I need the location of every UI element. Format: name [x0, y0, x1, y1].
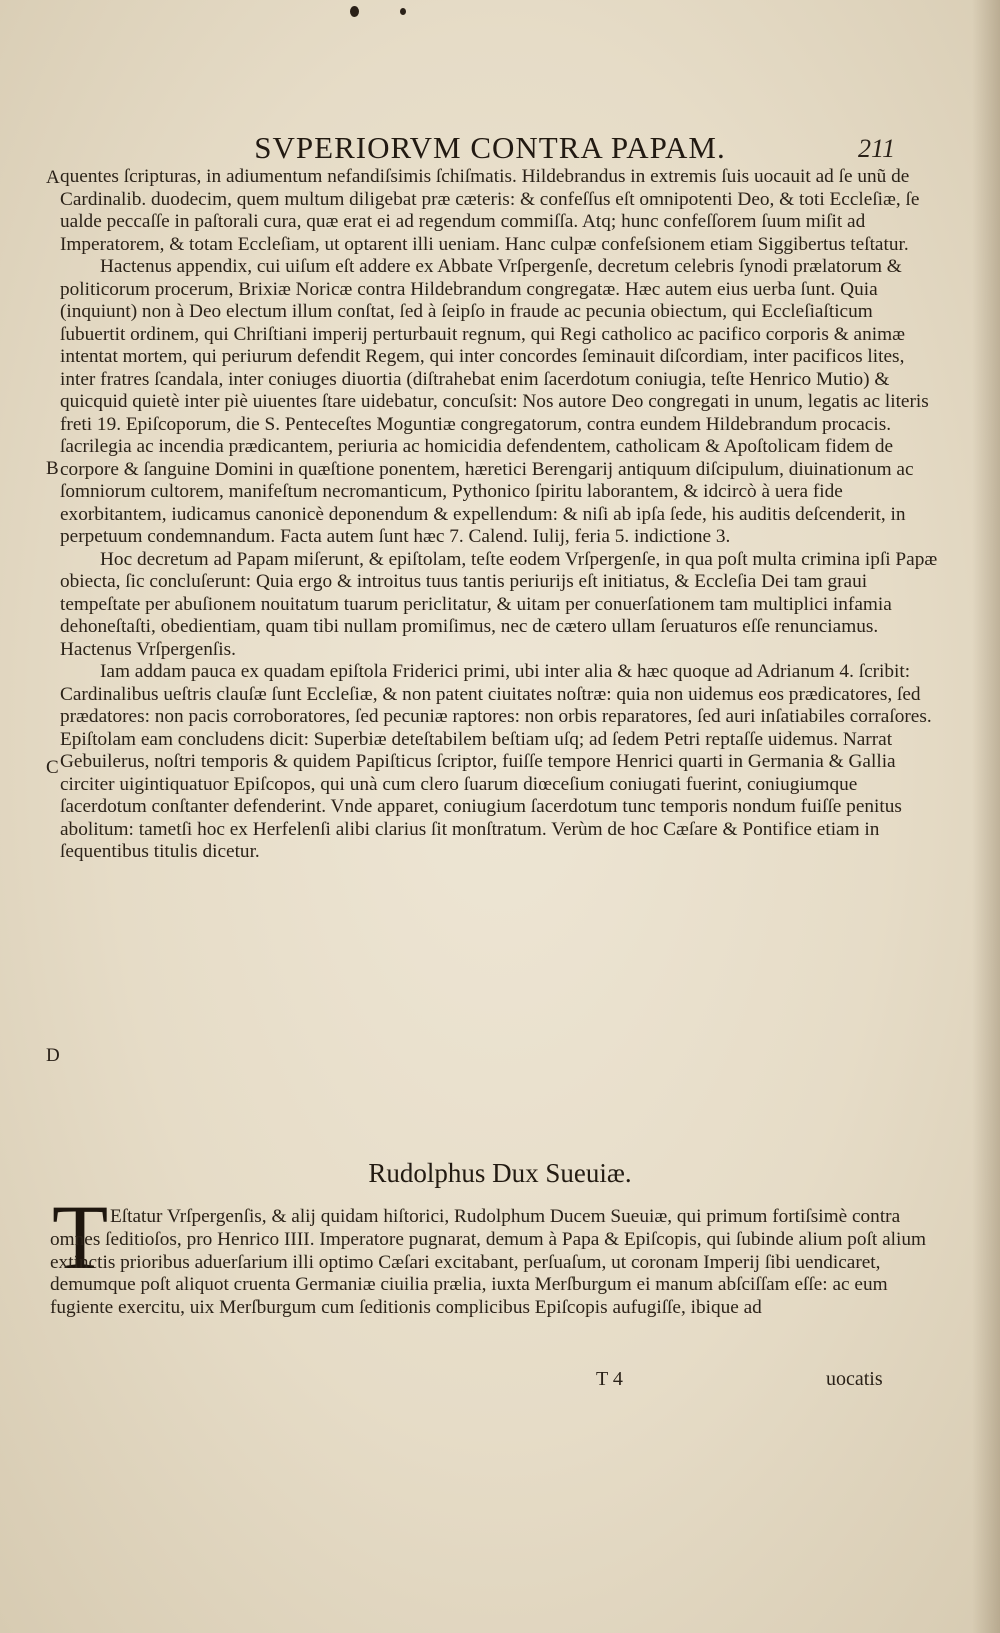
ink-spot — [350, 6, 359, 17]
margin-letter-a: A — [46, 167, 60, 188]
running-title: SVPERIORVM CONTRA PAPAM. — [254, 130, 726, 165]
section-paragraph: Eſtatur Vrſpergenſis, & alij quidam hiſtorici, Rudolphum Ducem Sueuiæ, qui primum fortiſsimè contra omnes ſeditioſos, pro Henrico IIII. Imperatore pugnarat, demum à Papa & Epiſcopis, qui ſubinde alium poſt alium extinctis prioribus aduerſarium illi optimo Cæſari excitabant, perſuaſum, ut coronam Imperij ſibi uendicaret, demumque poſt aliquot cruenta Germaniæ ciuilia prælia, iuxta Merſburgum ei manum abſciſſam eſſe: ac eum fugiente exercitu, uix Merſburgum cum ſeditionis complicibus Epiſcopis aufugiſſe, ibique ad — [50, 1206, 927, 1319]
margin-letter-c: C — [46, 757, 59, 778]
catchword: uocatis — [826, 1368, 883, 1390]
margin-letter-d: D — [46, 1045, 60, 1066]
paragraph: Hactenus appendix, cui uiſum eſt addere ex Abbate Vrſpergenſe, decretum celebris ſynodi prælatorum & politicorum procerum, Brixiæ Noricæ contra Hildebrandum congregatæ. Hæc autem eius uerba ſunt. Quia (inquiunt) non à Deo electum illum conſtat, ſed à ſeipſo in fraude ac pecunia obiectum, qui Eccleſiaſticum ſubuertit ordinem, qui Chriſtiani imperij perturbauit regnum, qui Regi catholico ac pacifico corporis & animæ intentat mortem, qui periurum defendit Regem, qui inter concordes ſeminauit diſcordiam, inter pacificos lites, inter fratres ſcandala, inter coniuges diuortia (diſtrahebat enim ſacerdotum coniugia, teſte Henrico Mutio) & quicquid quietè inter piè uiuentes ſtare uidebatur, concuſsit: Nos autore Deo congregati in unum, legatis ac literis freti 19. Epiſcoporum, die S. Penteceſtes Moguntiæ congregatorum, contra eundem Hildebrandum procacis. ſacrilegia ac incendia prædicantem, periuria ac homicidia defendentem, catholicam & Apoſtolicam fidem de corpore & ſanguine Domini in quæſtione ponentem, hæretici Berengarij antiquum diſcipulum, diuinationum ac ſomniorum cultorem, manifeſtum necromanticum, Pythonico ſpiritu laborantem, & idcircò à uera fide exorbitantem, iudicamus canonicè deponendum & expellendum: & niſi ab ipſa ſede, his auditis deſcenderit, in perpetuum condemnandum. Facta autem ſunt hæc 7. Calend. Iulij, feria 5. indictione 3. — [60, 256, 929, 547]
signature-mark: T 4 — [596, 1368, 623, 1390]
body-text — [60, 166, 940, 864]
section-heading: Rudolphus Dux Sueuiæ. — [368, 1158, 632, 1188]
ink-spot — [400, 8, 406, 15]
margin-letter-b: B — [46, 458, 59, 479]
paragraph: Hoc decretum ad Papam miſerunt, & epiſtolam, teſte eodem Vrſpergenſe, in qua poſt multa crimina ipſi Papæ obiecta, ſic concluſerunt: Quia ergo & introitus tuus tantis periurijs eſt initiatus, & Eccleſia Dei tam graui tempeſtate per abuſionem nouitatum tuarum periclitatur, & uitam per conuerſationem tam multiplici infamia dehoneſtaſti, obedientiam, quam tibi nullam promiſimus, nec de cætero ullam ſeruaturos eſſe renunciamus. Hactenus Vrſpergenſis. — [60, 548, 938, 660]
folio-number: 211 — [858, 134, 896, 163]
paragraph: Iam addam pauca ex quadam epiſtola Friderici primi, ubi inter alia & hæc quoque ad Adrianum 4. ſcribit: Cardinalibus ueſtris clauſæ ſunt Eccleſiæ, & non patent ciuitates noſtræ: quia non uidemus eos prædicatores, ſed prædatores: non pacis corroboratores, ſed pecuniæ raptores: non orbis reparatores, ſed auri inſatiabiles corraſores. Epiſtolam eam concludens dicit: Superbiæ deteſtabilem beſtiam uſq; ad ſedem Petri reptaſſe uidemus. Narrat Gebuilerus, noſtri temporis & quidem Papiſticus ſcriptor, fuiſſe tempore Henrici quarti in Germania & Gallia circiter uigintiquatuor Epiſcopos, qui unà cum clero ſuarum diœceſium coniugati fuerint, coniugiumque ſacerdotum conſtanter defenderint. Vnde apparet, coniugium ſacerdotum tunc temporis nondum fuiſſe penitus abolitum: tametſi hoc ex Herfelenſi alibi clarius ſit monſtratum. Verùm de hoc Cæſare & Pontifice etiam in ſequentibus titulis dicetur. — [60, 661, 932, 862]
drop-capital: T — [52, 1186, 109, 1288]
section-text — [50, 1206, 940, 1320]
paragraph: quentes ſcripturas, in adiumentum nefandiſsimis ſchiſmatis. Hildebrandus in extremis ſuis uocauit ad ſe unũ de Cardinalib. duodecim, quem multum diligebat præ cæteris: & confeſſus eſt omnipotenti Deo, & toti Eccleſiæ, ſe ualde peccaſſe in paſtorali cura, quæ erat ei ad regendum commiſſa. Atq; hunc confeſſorem ſuum miſit ad Imperatorem, & totam Eccleſiam, ut optarent illi ueniam. Hanc culpæ confeſsionem etiam Siggibertus teſtatur. — [60, 166, 920, 255]
